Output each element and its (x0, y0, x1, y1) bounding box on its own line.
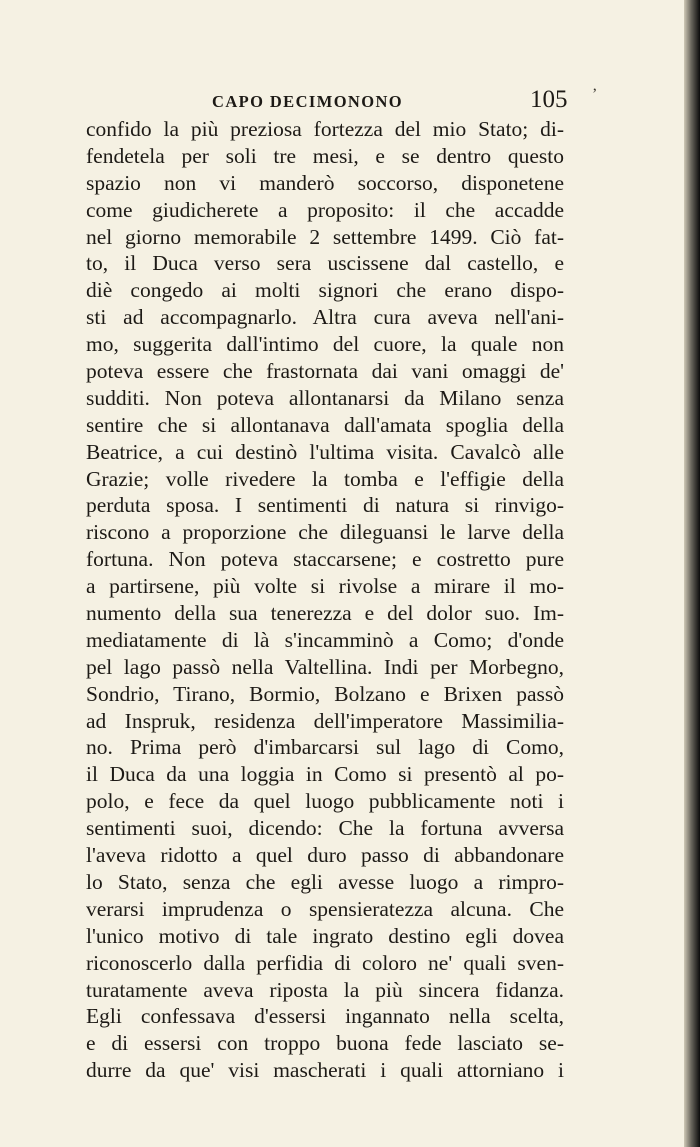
text-line: lo Stato, senza che egli avesse luogo a rimpro- (86, 869, 564, 894)
text-line: poteva essere che frastornata dai vani omaggi de' (86, 359, 564, 384)
text-line: perduta sposa. I sentimenti di natura si rinvigo- (86, 493, 564, 518)
text-line: durre da que' visi mascherati i quali attorniano i (86, 1058, 564, 1083)
text-line: come giudicherete a proposito: il che accadde (86, 197, 564, 222)
text-line: diè congedo ai molti signori che erano dispo- (86, 278, 564, 303)
text-line: l'aveva ridotto a quel duro passo di abbandonare (86, 843, 564, 868)
text-line: mediatamente di là s'incamminò a Como; d'onde (86, 627, 564, 652)
body-text (86, 116, 564, 1084)
text-line: spazio non vi manderò soccorso, disponetene (86, 170, 564, 195)
text-line: turatamente aveva riposta la più sincera fidanza. (86, 977, 564, 1002)
text-line: numento della sua tenerezza e del dolor suo. Im- (86, 601, 564, 626)
text-line: Beatrice, a cui destinò l'ultima visita. Cavalcò alle (86, 439, 564, 464)
text-line: il Duca da una loggia in Como si presentò al po- (86, 762, 564, 787)
text-line: e di essersi con troppo buona fede lasciato se- (86, 1031, 564, 1056)
text-line: l'unico motivo di tale ingrato destino egli dovea (86, 923, 564, 948)
text-line: fendetela per soli tre mesi, e se dentro questo (86, 143, 564, 168)
text-line: Sondrio, Tirano, Bormio, Bolzano e Brixen passò (86, 681, 564, 706)
text-line: Egli confessava d'essersi ingannato nella scelta, (86, 1004, 564, 1029)
text-line: no. Prima però d'imbarcarsi sul lago di Como, (86, 735, 564, 760)
text-line: confido la più preziosa fortezza del mio Stato; di- (86, 117, 564, 141)
text-line: sentire che si allontanava dall'amata spoglia della (86, 412, 564, 437)
text-line: a partirsene, più volte si rivolse a mirare il mo- (86, 574, 564, 599)
text-line: riscono a proporzione che dileguansi le larve della (86, 520, 564, 545)
text-line: sudditi. Non poteva allontanarsi da Milano senza (86, 385, 564, 410)
text-line: mo, suggerita dall'intimo del cuore, la quale non (86, 332, 564, 357)
text-line: to, il Duca verso sera uscissene dal castello, e (86, 251, 564, 276)
text-line: nel giorno memorabile 2 settembre 1499. Ciò fat- (86, 224, 564, 249)
text-line: ad Inspruk, residenza dell'imperatore Massimilia- (86, 708, 564, 733)
text-line: riconoscerlo dalla perfidia di coloro ne' quali sven- (86, 950, 564, 975)
text-line: sentimenti suoi, dicendo: Che la fortuna avversa (86, 816, 564, 841)
text-line: fortuna. Non poteva staccarsene; e costretto pure (86, 547, 564, 572)
text-line: Grazie; volle rivedere la tomba e l'effigie della (86, 466, 564, 491)
page-edge (684, 0, 700, 1147)
text-line: sti ad accompagnarlo. Altra cura aveva nell'ani- (86, 305, 564, 330)
margin-mark: ’ (592, 86, 598, 103)
page-number: 105 (530, 86, 568, 113)
text-line: pel lago passò nella Valtellina. Indi per Morbegno, (86, 654, 564, 679)
text-line: polo, e fece da quel luogo pubblicamente noti i (86, 789, 564, 814)
text-line: verarsi imprudenza o spensieratezza alcuna. Che (86, 896, 564, 921)
chapter-title: CAPO DECIMONONO (212, 92, 404, 111)
